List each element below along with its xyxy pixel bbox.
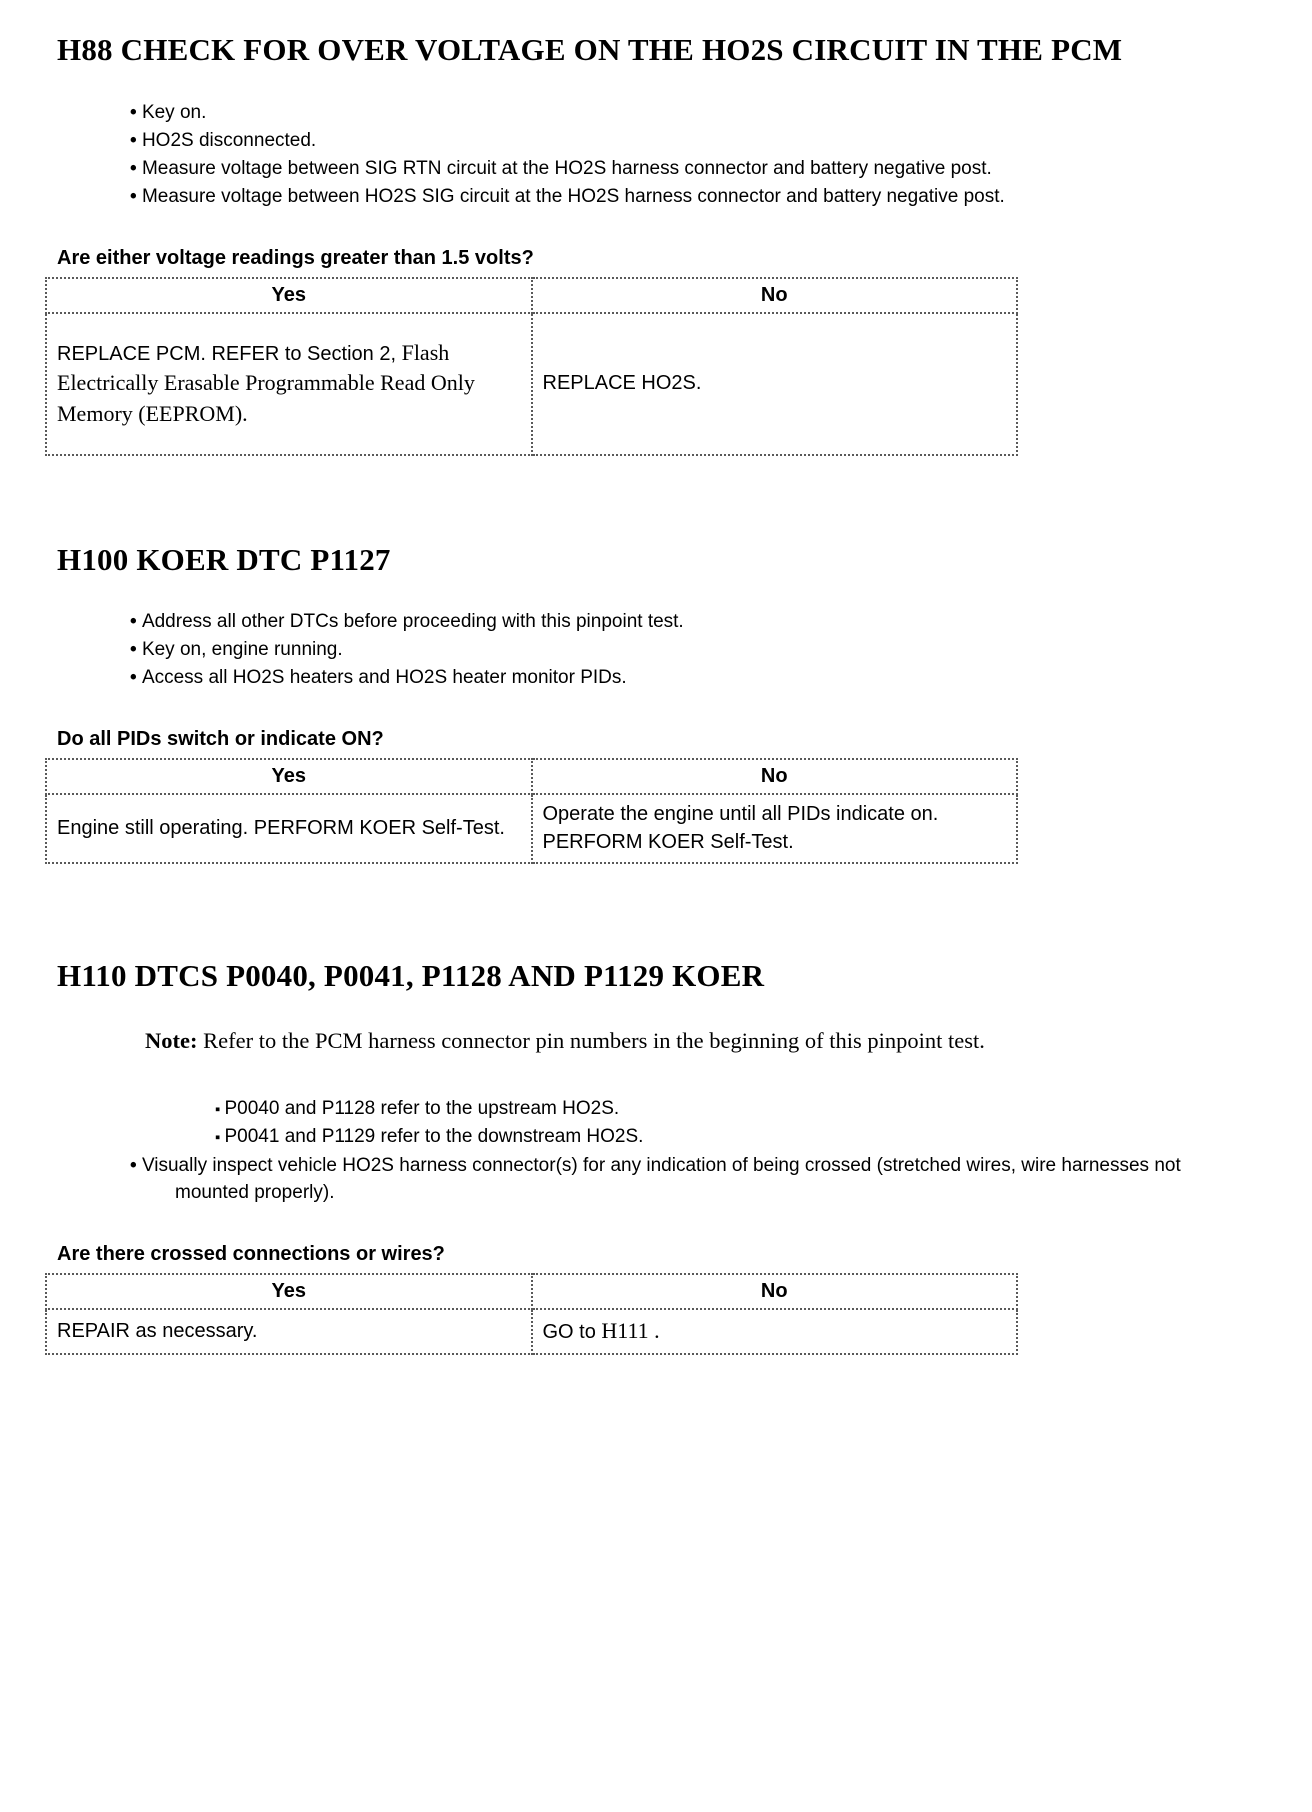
table-header-no: No [532,278,1018,313]
section-h110-sub-bullet-list [57,1096,1250,1151]
section-h110-heading: H110 DTCS P0040, P0041, P1128 AND P1129 KOER [57,958,765,994]
yes-action-serif: Flash Electrically Erasable Programmable Read Only Memory (EEPROM). [57,339,475,426]
section-h88-bullet-list [57,100,1250,211]
bullet-item: • Measure voltage between HO2S SIG circuit at the HO2S harness connector and battery negative post. [175,184,1250,211]
table-header-yes: Yes [46,278,532,313]
bullet-item: • Access all HO2S heaters and HO2S heater monitor PIDs. [175,665,1250,692]
section-h100-question: Do all PIDs switch or indicate ON? [57,728,384,751]
table-cell-no [532,1309,1018,1354]
section-h88-question: Are either voltage readings greater than 1.5 volts? [57,246,534,269]
table-cell-yes [46,313,532,455]
bullet-item: • Visually inspect vehicle HO2S harness connector(s) for any indication of being crossed (stretched wires, wire harnesses not mounted properly). [175,1153,1250,1207]
sub-bullet-item: ▪ P0040 and P1128 refer to the upstream HO2S. [229,1096,1250,1123]
table-header-no: No [532,1274,1018,1309]
section-h110-decision-table [45,1273,1018,1355]
bullet-item: • HO2S disconnected. [175,128,1250,155]
section-h88 [57,30,1250,456]
section-h88-heading: H88 CHECK FOR OVER VOLTAGE ON THE HO2S CIRCUIT IN THE PCM [57,32,1123,67]
table-row [46,313,1017,455]
note-label: Note: [145,1027,198,1053]
section-h110-note [145,1026,1175,1056]
table-header-row [46,1274,1017,1309]
section-h100 [57,540,1250,865]
table-header-row [46,759,1017,794]
no-action-link-ref: H111 . [601,1318,660,1344]
bullet-item: • Measure voltage between SIG RTN circuit at the HO2S harness connector and battery negative post. [175,156,1250,183]
table-row [46,1309,1017,1354]
section-h100-heading: H100 KOER DTC P1127 [57,541,391,577]
bullet-item: • Key on, engine running. [175,637,1250,664]
table-header-yes: Yes [46,1274,532,1309]
table-cell-yes: REPAIR as necessary. [46,1309,532,1354]
section-h88-decision-table [45,277,1018,456]
table-row [46,794,1017,863]
no-action-sans: GO to [542,1321,602,1344]
section-h110 [57,956,1250,1355]
bullet-item: • Key on. [175,100,1250,127]
section-h110-bullet-list [57,1153,1250,1207]
section-h100-decision-table [45,758,1018,864]
section-h100-bullet-list [57,609,1250,692]
bullet-item: • Address all other DTCs before proceeding with this pinpoint test. [175,609,1250,636]
table-cell-no: REPLACE HO2S. [532,313,1018,455]
section-h110-question: Are there crossed connections or wires? [57,1243,445,1266]
table-cell-yes: Engine still operating. PERFORM KOER Self-Test. [46,794,532,863]
table-cell-no: Operate the engine until all PIDs indicate on. PERFORM KOER Self-Test. [532,794,1018,863]
table-header-row [46,278,1017,313]
sub-bullet-item: ▪ P0041 and P1129 refer to the downstream HO2S. [229,1124,1250,1151]
table-header-no: No [532,759,1018,794]
yes-action-sans: REPLACE PCM. REFER to Section 2, [57,342,397,365]
note-text: Refer to the PCM harness connector pin numbers in the beginning of this pinpoint test. [197,1027,985,1053]
table-header-yes: Yes [46,759,532,794]
